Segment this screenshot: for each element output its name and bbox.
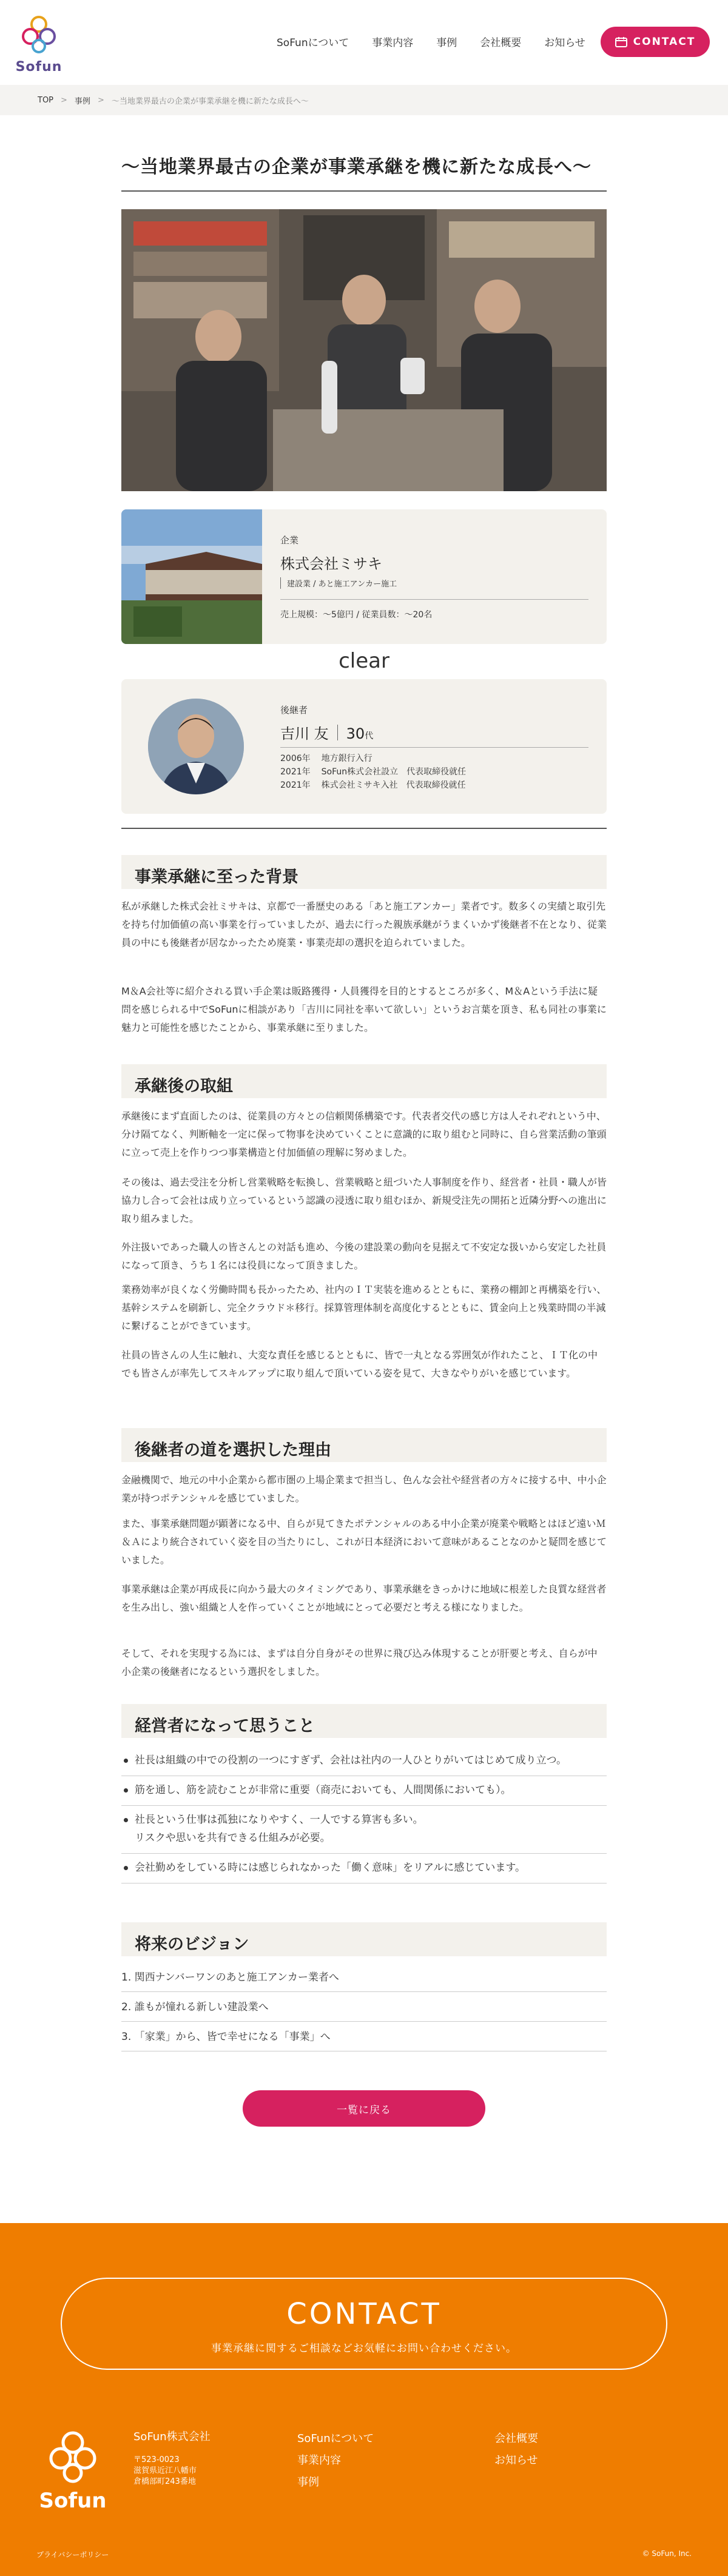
breadcrumb-separator: > xyxy=(61,95,67,105)
list-item: 筋を通し、筋を読むことが非常に重要（商売においても、人間関係においても）。 xyxy=(121,1776,607,1806)
footer-link-company[interactable]: 会社概要 xyxy=(494,2432,538,2445)
back-to-list-button[interactable]: 一覧に戻る xyxy=(243,2090,485,2127)
successor-history xyxy=(280,752,466,792)
company-card xyxy=(121,509,607,644)
logo-mark-icon xyxy=(36,2423,109,2490)
company-name: 株式会社ミサキ xyxy=(280,555,382,572)
history-item: 2006年 地方銀行入行 xyxy=(280,754,372,763)
list-item: 社長という仕事は孤独になりやすく、一人でする算害も多い。 リスクや思いを共有できる仕組みが必要。 xyxy=(121,1806,607,1854)
company-label: 企業 xyxy=(280,535,299,546)
footer-link-business[interactable]: 事業内容 xyxy=(297,2454,341,2467)
successor-age: 30代 xyxy=(346,725,374,742)
footer-logo[interactable] xyxy=(36,2423,109,2520)
calendar-icon xyxy=(615,36,627,47)
successor-name: 吉川 友 xyxy=(280,725,329,742)
footer-contact-link[interactable] xyxy=(61,2278,667,2370)
clear-text: clear xyxy=(339,649,389,673)
nav-about[interactable]: SoFunについて xyxy=(277,37,349,49)
footer-link-cases[interactable]: 事例 xyxy=(297,2476,319,2489)
section-paragraph: 私が承継した株式会社ミサキは、京都で一番歴史のある「あと施工アンカー」業者です。数多くの実績と取引先を持ち付加価値の高い事業を行っていましたが、過去に行った親族承継がうまくいかず後継者不在となり、従業員の中にも後継者が居なかったため廃業・事業売却の選択を迫られていました。 xyxy=(121,901,607,948)
section-paragraph: 承継後にまず直面したのは、従業員の方々との信頼関係構築です。代表者交代の感じ方は人それぞれという中、分け隔てなく、判断軸を一定に保って物事を決めていくことに意識的に取り組むと同時に、自ら営業活動の筆頭に立って売上を作りつつ事業構造と付加価値の理解に努めました。 xyxy=(121,1110,607,1158)
list-item: 3. 「家業」から、皆で幸せになる「事業」へ xyxy=(121,2022,607,2051)
nav-company[interactable]: 会社概要 xyxy=(480,37,522,49)
list-item: 社長は組織の中での役割の一つにすぎず、会社は社内の一人ひとりがいてはじめて成り立つ。 xyxy=(121,1746,607,1776)
footer-link-about[interactable]: SoFunについて xyxy=(297,2432,374,2445)
copyright: © SoFun, Inc. xyxy=(642,2549,692,2558)
breadcrumb-current: 〜当地業界最古の企業が事業承継を機に新たな成長へ〜 xyxy=(111,96,309,106)
title-divider xyxy=(121,190,607,192)
privacy-link[interactable]: プライバシーポリシー xyxy=(36,2551,109,2559)
section-heading: 将来のビジョン xyxy=(121,1922,607,1956)
footer-company xyxy=(133,2428,211,2487)
company-meta: 売上規模：〜5億円 / 従業員数：〜20名 xyxy=(280,610,433,620)
nav-news[interactable]: お知らせ xyxy=(544,37,585,49)
nav-business[interactable]: 事業内容 xyxy=(372,37,414,49)
vision-list xyxy=(121,1962,607,2051)
bullet-list xyxy=(121,1746,607,1883)
card-divider xyxy=(280,747,588,748)
section-heading: 経営者になって思うこと xyxy=(121,1704,607,1738)
section-heading: 承継後の取組 xyxy=(121,1064,607,1098)
avatar xyxy=(148,699,244,794)
footer-link-news[interactable]: お知らせ xyxy=(494,2454,538,2467)
successor-label: 後継者 xyxy=(280,705,308,716)
logo[interactable] xyxy=(13,8,64,75)
site-header xyxy=(0,0,728,85)
section-paragraph: 事業承継は企業が再成長に向かう最大のタイミングであり、事業承継をきっかけに地域に根差した良質な経営者を生み出し、強い組織と人を作っていくことが地域にとって必要だと考える様になりました。 xyxy=(121,1583,607,1613)
list-item: 2. 誰もが憧れる新しい建設業へ xyxy=(121,1992,607,2022)
breadcrumb-separator: > xyxy=(97,95,104,105)
section-paragraph: 外注扱いであった職人の皆さんとの対話も進め、今後の建設業の動向を見据えて不安定な扱いから安定した社員になって頂き、うち１名には役員になって頂きました。 xyxy=(121,1241,607,1271)
section-heading: 後継者の道を選択した理由 xyxy=(121,1428,607,1462)
footer-company-name: SoFun株式会社 xyxy=(133,2430,211,2443)
successor-card xyxy=(121,679,607,814)
main-nav xyxy=(277,34,585,49)
section-paragraph: M＆A会社等に紹介される買い手企業は販路獲得・人員獲得を目的とするところが多く、M＆Aという手法に疑問を感じられる中でSoFunに相談があり「吉川に同社を率いて欲しい」というお言葉を頂き、私も同社の事業に魅力と可能性を感じたことから、事業承継に至りました。 xyxy=(121,985,607,1033)
site-footer xyxy=(0,2223,728,2576)
breadcrumb xyxy=(0,85,728,115)
company-industry: 建設業 / あと施工アンカー施工 xyxy=(280,577,397,589)
contact-button[interactable] xyxy=(601,27,710,57)
successor-name-row xyxy=(280,722,373,743)
list-item: 1. 関西ナンバーワンのあと施工アンカー業者へ xyxy=(121,1962,607,1992)
footer-contact-subtitle: 事業承継に関するご相談などお気軽にお問い合わせください。 xyxy=(211,2343,517,2355)
section-paragraph: また、事業承継問題が顕著になる中、自らが見てきたポテンシャルのある中小企業が廃業や戦略とはほど遠いＭ＆Ａにより統合されていく姿を目の当たりにし、これが日本経済において意味があることなのかと疑問を感じていました。 xyxy=(121,1518,607,1566)
footer-address: 〒523-0023 滋賀県近江八幡市 倉橋部町243番地 xyxy=(133,2455,197,2486)
section-paragraph: その後は、過去受注を分析し営業戦略を転換し、営業戦略と紐づいた人事制度を作り、経営者・社員・職人が皆協力し合って会社は成り立っているという認識の浸透に取り組むほか、新規受注先の開拓と近隣分野への進出に取り組みました。 xyxy=(121,1176,607,1224)
section-paragraph: 金融機関で、地元の中小企業から都市圏の上場企業まで担当し、色んな会社や経営者の方々に接する中、中小企業が持つポテンシャルを感じていました。 xyxy=(121,1474,607,1504)
section-heading: 事業承継に至った背景 xyxy=(121,855,607,889)
nav-cases[interactable]: 事例 xyxy=(436,37,457,49)
section-paragraph: 社員の皆さんの人生に触れ、大変な責任を感じるとともに、皆で一丸となる雰囲気が作れたこと、ＩＴ化の中でも皆さんが率先してスキルアップに取り組んで頂いている姿を見て、大きなやりがいを感じています。 xyxy=(121,1349,598,1379)
breadcrumb-top[interactable]: TOP xyxy=(38,95,54,105)
section-paragraph: そして、それを実現する為には、まずは自分自身がその世界に飛び込み体現することが肝要と考え、自らが中小企業の後継者になるという選択をしました。 xyxy=(121,1648,598,1677)
card-divider xyxy=(280,599,588,600)
breadcrumb-cases[interactable]: 事例 xyxy=(74,96,90,106)
section-paragraph: 業務効率が良くなく労働時間も長かったため、社内のＩＴ実装を進めるとともに、業務の棚卸と再構築を行い、基幹システムを刷新し、完全クラウド＊移行。採算管理体制を高度化するとともに、賃金向上と残業時間の半減に繋げることができています。 xyxy=(121,1284,607,1332)
company-photo xyxy=(121,509,262,644)
logo-wordmark: Sofun xyxy=(15,59,62,75)
list-item: 会社勤めをしている時には感じられなかった「働く意味」をリアルに感じています。 xyxy=(121,1854,607,1883)
footer-nav-col xyxy=(494,2428,538,2472)
logo-mark-icon xyxy=(13,8,64,59)
footer-nav-col xyxy=(297,2428,374,2494)
footer-logo-wordmark: Sofun xyxy=(39,2489,107,2513)
history-item: 2021年 株式会社ミサキ入社 代表取締役就任 xyxy=(280,780,466,790)
page-title: 〜当地業界最古の企業が事業承継を機に新たな成長へ〜 xyxy=(121,156,592,178)
footer-contact-title: CONTACT xyxy=(286,2297,442,2331)
history-item: 2021年 SoFun株式会社設立 代表取締役就任 xyxy=(280,767,467,777)
contact-button-label: CONTACT xyxy=(633,36,696,48)
section-divider xyxy=(121,828,607,829)
hero-photo xyxy=(121,209,607,491)
